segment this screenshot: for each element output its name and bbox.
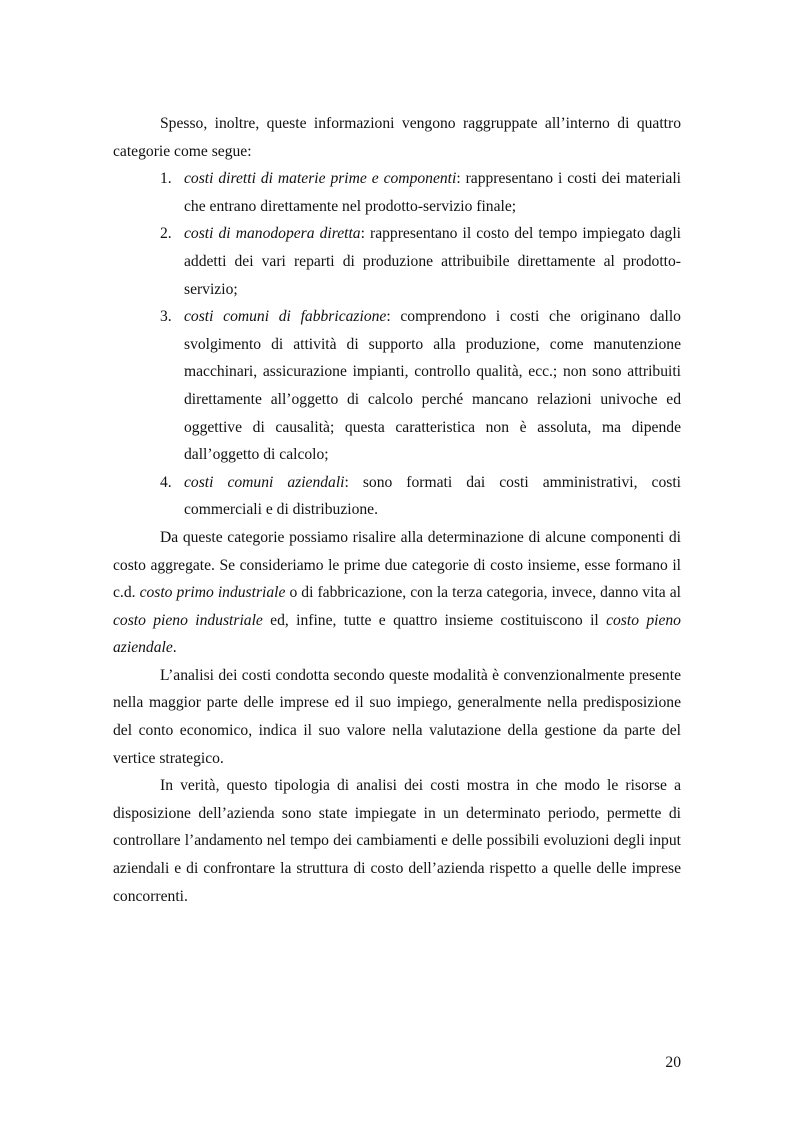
list-item	[113, 165, 681, 220]
list-item	[113, 303, 681, 469]
list-item-description: : sono formati dai costi amministrativi, costi commerciali e di distribuzione.	[184, 473, 681, 519]
list-item-text	[184, 165, 681, 220]
paragraph-text: o di fabbricazione, con la terza categoria, invece, danno vita al	[285, 584, 681, 602]
list-item-description: : rappresentano il costo del tempo impiegato dagli addetti dei vari reparti di produzione attribuibile direttamente al prodotto-servizio;	[184, 225, 681, 298]
paragraph-aggregate-costs	[113, 524, 681, 662]
list-item-number: 4.	[160, 473, 172, 491]
term-costo-pieno-industriale: costo pieno industriale	[113, 611, 263, 629]
list-item-number: 1.	[160, 170, 172, 188]
list-item-number: 2.	[160, 225, 172, 243]
list-item-term: costi diretti di materie prime e componenti	[184, 170, 457, 188]
list-item-text	[184, 220, 681, 303]
list-item-description: : rappresentano i costi dei materiali che entrano direttamente nel prodotto-servizio finale;	[184, 170, 681, 215]
list-item	[113, 220, 681, 303]
term-costo-primo-industriale: costo primo industriale	[139, 584, 286, 602]
paragraph-text: .	[172, 639, 177, 657]
paragraph-text: ed, infine, tutte e quattro insieme costituiscono il	[262, 611, 607, 629]
list-item-text	[184, 469, 681, 524]
list-item-number: 3.	[160, 308, 172, 326]
cost-categories-list	[113, 165, 681, 524]
list-item	[113, 469, 681, 524]
paragraph-analysis: L’analisi dei costi condotta secondo queste modalità è convenzionalmente presente nella maggior parte delle imprese ed il suo impiego, generalmente nella predisposizione del conto economico, indica il suo valore nella valutazione della gestione da parte del vertice strategico.	[113, 666, 681, 767]
list-item-term: costi comuni di fabbricazione	[184, 308, 387, 326]
paragraph-text: Da queste categorie possiamo risalire alla determinazione di alcune componenti di costo aggregate. Se consideriamo le prime due categorie di costo insieme, esse formano il c.d.	[113, 528, 681, 602]
paragraph-intro: Spesso, inoltre, queste informazioni vengono raggruppate all’interno di quattro categorie come segue:	[113, 115, 681, 160]
list-item-term: costi comuni aziendali	[184, 473, 345, 491]
list-item-term: costi di manodopera diretta	[184, 225, 361, 243]
paragraph-verita: In verità, questo tipologia di analisi dei costi mostra in che modo le risorse a disposizione dell’azienda sono state impiegate in un determinato periodo, permette di controllare l’andamento nel tempo dei cambiamenti e delle possibili evoluzioni degli input aziendali e di confrontare la struttura di costo dell’azienda rispetto a quelle delle imprese concorrenti.	[113, 777, 681, 905]
list-item-description: : comprendono i costi che originano dallo svolgimento di attività di supporto alla produzione, come manutenzione macchinari, assicurazione impianti, controllo qualità, ecc.; non sono attribuiti direttamente all’oggetto di calcolo perché mancano relazioni univoche ed oggettive di causalità; questa caratteristica non è assoluta, ma dipende dall’oggetto di calcolo;	[184, 308, 681, 464]
list-item-text	[184, 303, 681, 469]
term-costo-pieno-aziendale: costo pieno aziendale	[113, 611, 681, 657]
page-body	[113, 110, 681, 910]
page-number: 20	[665, 1054, 681, 1071]
